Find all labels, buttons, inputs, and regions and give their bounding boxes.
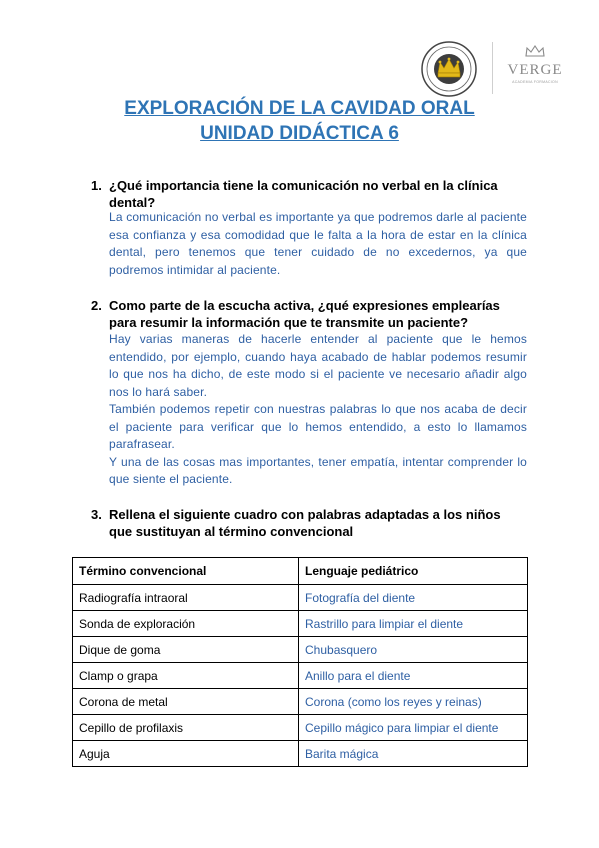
answer-1: [109, 209, 527, 279]
conventional-term-cell: Dique de goma: [73, 637, 299, 663]
verge-brand: VERGE: [507, 62, 563, 78]
answer-paragraph: También podemos repetir con nuestras palabras lo que nos acaba de decir el paciente para verificar que lo hemos entendido, a esto lo llamamos parafrasear.: [109, 402, 527, 451]
logo-divider: [492, 42, 493, 94]
verge-logo: [502, 44, 568, 84]
question-number: 3.: [91, 507, 102, 522]
document-title: [0, 96, 599, 146]
header-logos: [420, 40, 570, 96]
pediatric-term-cell: Anillo para el diente: [299, 663, 528, 689]
answer-2: [109, 331, 527, 489]
question-line: para resumir la información que te transmite un paciente?: [109, 315, 469, 330]
question-line: dental?: [109, 195, 156, 210]
table-row: [73, 741, 528, 767]
question-1: [91, 177, 511, 211]
conventional-term-cell: Radiografía intraoral: [73, 585, 299, 611]
conventional-term-cell: Aguja: [73, 741, 299, 767]
table-row: [73, 611, 528, 637]
table-row: [73, 637, 528, 663]
header-pediatric-language: Lenguaje pediátrico: [299, 558, 528, 585]
verge-subtitle: ACADEMIA FORMACION: [512, 80, 558, 84]
table-row: [73, 715, 528, 741]
question-number: 1.: [91, 178, 102, 193]
pediatric-term-cell: Barita mágica: [299, 741, 528, 767]
answer-paragraph: Y una de las cosas mas importantes, tener empatía, intentar comprender lo que siente el paciente.: [109, 454, 527, 486]
title-line-1: EXPLORACIÓN DE LA CAVIDAD ORAL: [124, 98, 475, 119]
pediatric-term-cell: Chubasquero: [299, 637, 528, 663]
question-3: [91, 506, 511, 540]
table-header-row: [73, 558, 528, 585]
table-row: [73, 585, 528, 611]
question-number: 2.: [91, 298, 102, 313]
table-row: [73, 689, 528, 715]
pediatric-term-cell: Cepillo mágico para limpiar el diente: [299, 715, 528, 741]
conventional-term-cell: Corona de metal: [73, 689, 299, 715]
question-line: Rellena el siguiente cuadro con palabras adaptadas a los niños: [109, 507, 501, 522]
title-line-2: UNIDAD DIDÁCTICA 6: [200, 123, 399, 144]
crown-seal-logo: [420, 40, 478, 98]
pediatric-term-cell: Fotografía del diente: [299, 585, 528, 611]
conventional-term-cell: Sonda de exploración: [73, 611, 299, 637]
crown-icon: [524, 44, 546, 58]
question-2: [91, 297, 511, 331]
question-line: Como parte de la escucha activa, ¿qué expresiones emplearías: [109, 298, 500, 313]
pediatric-term-cell: Corona (como los reyes y reinas): [299, 689, 528, 715]
terms-table: [72, 557, 528, 767]
header-conventional-term: Término convencional: [73, 558, 299, 585]
question-line: ¿Qué importancia tiene la comunicación no verbal en la clínica: [109, 178, 498, 193]
answer-paragraph: Hay varias maneras de hacerle entender al paciente que le hemos entendido, por ejemplo, cuando haya acabado de hablar podemos resumir lo que nos ha dicho, de este modo si el paciente ve necesario añadir algo nos lo hará saber.: [109, 332, 527, 399]
conventional-term-cell: Cepillo de profilaxis: [73, 715, 299, 741]
pediatric-term-cell: Rastrillo para limpiar el diente: [299, 611, 528, 637]
question-line: que sustituyan al término convencional: [109, 524, 354, 539]
conventional-term-cell: Clamp o grapa: [73, 663, 299, 689]
answer-paragraph: La comunicación no verbal es importante ya que podremos darle al paciente esa confianza y esa comodidad que le falta a la hora de estar en la clínica dental, pero tenemos que tener cuidado de no excedernos, ya que podremos intimidar al paciente.: [109, 210, 527, 277]
table-row: [73, 663, 528, 689]
